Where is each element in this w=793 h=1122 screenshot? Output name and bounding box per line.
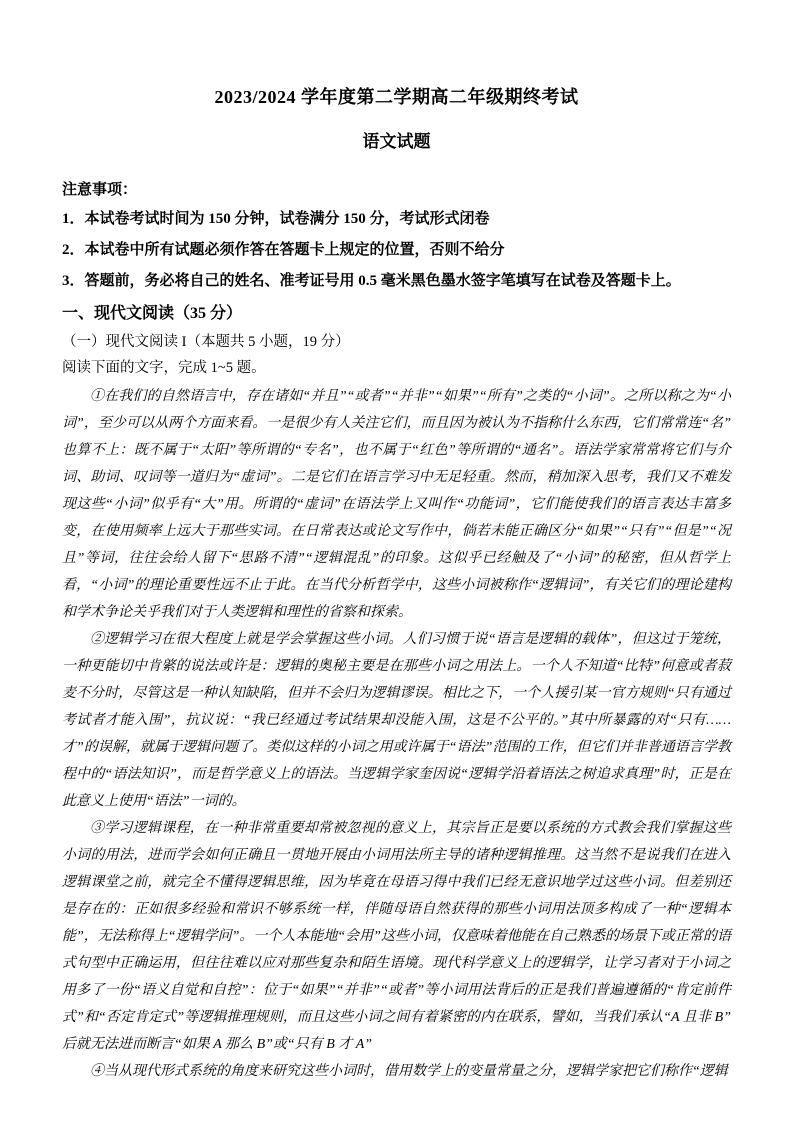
notice-item-2: 2．本试卷中所有试题必须作答在答题卡上规定的位置，否则不给分 — [62, 242, 505, 258]
section-modern-text-reading — [62, 299, 731, 381]
reading-instruction: 阅读下面的文字，完成 1~5 题。 — [62, 360, 266, 376]
passage-paragraph-3: ③学习逻辑课程，在一种非常重要却常被忽视的意义上，其宗旨正是要以系统的方式教会我们掌握这些小词的用法，进而学会如何正确且一贯地开展由小词用法所主导的诸种逻辑推理。这当然不是说我们在进入逻辑课堂之前，就完全不懂得逻辑思维，因为毕竟在母语习得中我们已经无意识地学过这些小词。但差别还是存在的：正如很多经验和常识不够系统一样，伴随母语自然获得的那些小词用法顶多构成了一种“逻辑本能”，无法称得上“逻辑学问”。一个人本能地“会用”这些小词，仅意味着他能在自己熟悉的场景下或正常的语式句型中正确运用，但往往难以应对那些复杂和陌生语境。现代科学意义上的逻辑学，让学习者对于小词之用多了一份“语义自觉和自控”：位于“如果”“并非”“或者”等小词用法背后的正是我们普遍遵循的“肯定前件式”和“否定肯定式”等逻辑推理规则，而且这些小词之间有着紧密的内在联系，譬如，当我们承认“A 且非 B”后就无法进而断言“如果 A 那么 B”或“只有 B 才 A” — [62, 821, 731, 1052]
passage-paragraph-1: ①在我们的自然语言中，存在诸如“并且”“或者”“并非”“如果”“所有”之类的“小词”。之所以称之为“小词”，至少可以从两个方面来看。一是很少有人关注它们，而且因为被认为不指称什么东西，它们常常连“名”也算不上：既不属于“太阳”等所谓的“专名”，也不属于“红色”等所谓的“通名”。语法学家常常将它们与介词、助词、叹词等一道归为“虚词”。二是它们在语言学习中无足轻重。然而，稍加深入思考，我们又不难发现这些“小词”似乎有“大”用。所谓的“虚词”在语法学上又叫作“功能词”，它们能使我们的语言表达丰富多变，在使用频率上远大于那些实词。在日常表达或论文写作中，倘若未能正确区分“如果”“只有”“但是”“况且”等词，往往会给人留下“思路不清”“逻辑混乱”的印象。这似乎已经触及了“小词”的秘密，但从哲学上看，“小词”的理论重要性远不止于此。在当代分析哲学中，这些小词被称作“逻辑词”，有关它们的理论建构和学术争论关乎我们对于人类逻辑和理性的省察和探索。 — [62, 389, 731, 620]
section-heading: 一、现代文阅读（35 分） — [62, 305, 243, 322]
exam-subject-title: 语文试题 — [362, 132, 431, 151]
notice-item-1: 1．本试卷考试时间为 150 分钟，试卷满分 150 分，考试形式闭卷 — [62, 211, 490, 227]
section-subheading: （一）现代文阅读 I（本题共 5 小题，19 分） — [62, 334, 350, 350]
notice-section — [62, 176, 731, 297]
passage-paragraph-2: ②逻辑学习在很大程度上就是学会掌握这些小词。人们习惯于说“语言是逻辑的载体”，但这过于笼统，一种更能切中肯綮的说法或许是：逻辑的奥秘主要是在那些小词之用法上。一个人不知道“比特”何意或者菽麦不分时，尽管这是一种认知缺陷，但并不会归为逻辑谬误。相比之下，一个人援引某一官方规则“只有通过考试者才能入围”，抗议说：“我已经通过考试结果却没能入围，这是不公平的。”其中所暴露的对“只有……才”的误解，就属于逻辑问题了。类似这样的小词之用或许属于“语法”范围的工作，但它们并非普通语言学教程中的“语法知识”，而是哲学意义上的语法。当逻辑学家奎因说“逻辑学沿着语法之树追求真理”时，正是在此意义上使用“语法”一词的。 — [62, 632, 731, 809]
notice-item-3: 3．答题前，务必将自己的姓名、准考证号用 0.5 毫米黑色墨水签字笔填写在试卷及答题卡上。 — [62, 273, 681, 289]
notice-label: 注意事项： — [62, 182, 138, 198]
reading-passage — [62, 383, 731, 1085]
exam-title: 2023/2024 学年度第二学期高二年级期终考试 — [214, 87, 579, 107]
passage-paragraph-4: ④当从现代形式系统的角度来研究这些小词时，借用数学上的变量常量之分，逻辑学家把它们称作“逻辑 — [90, 1064, 728, 1079]
